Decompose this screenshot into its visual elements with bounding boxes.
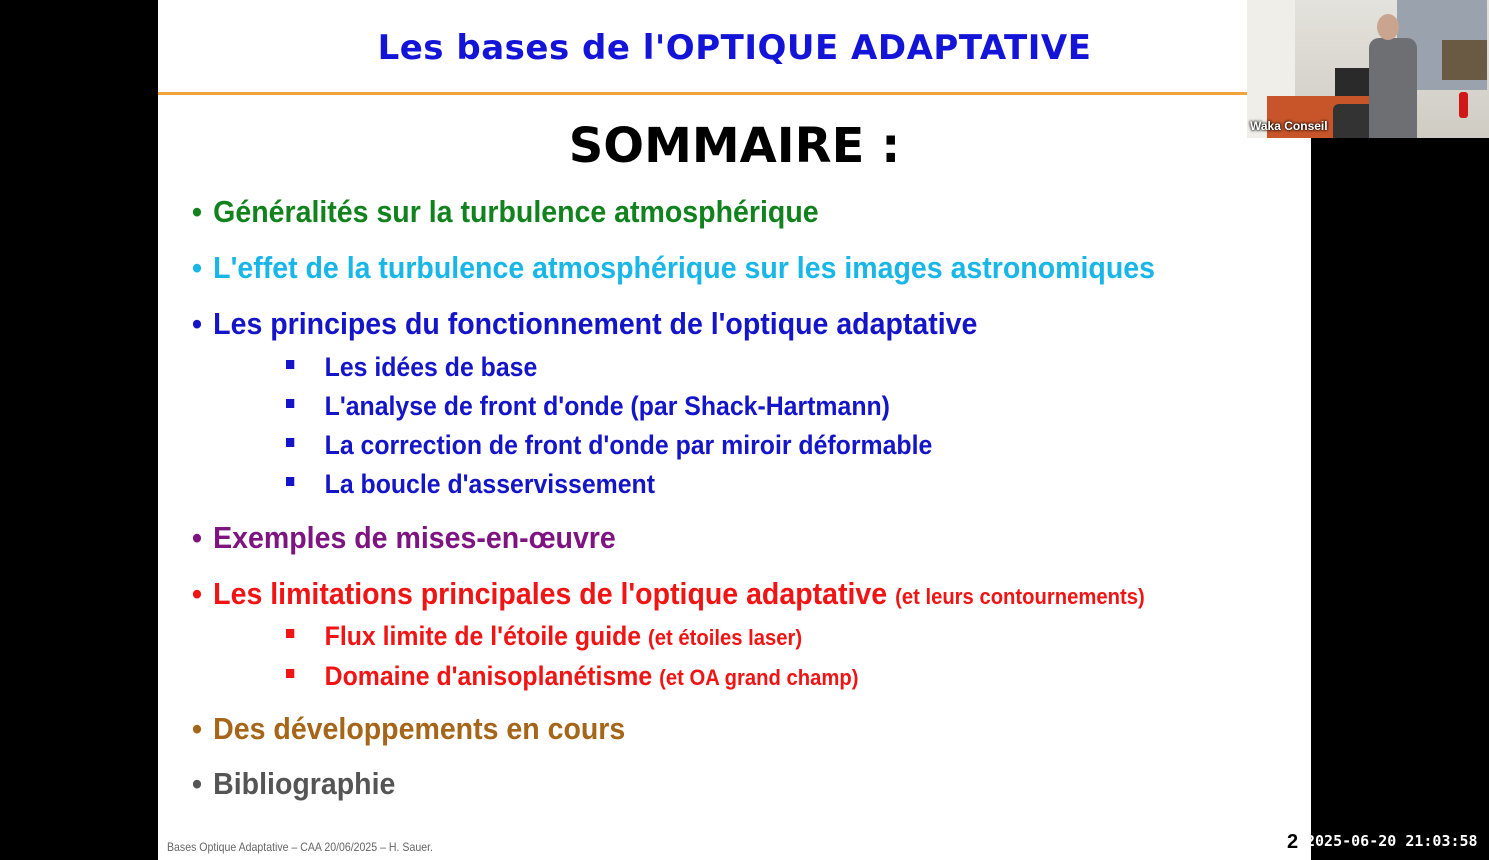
presentation-slide	[158, 0, 1311, 860]
bullet-icon: •	[192, 194, 202, 229]
bullet-icon: •	[192, 766, 202, 801]
outline-item-3	[192, 306, 977, 342]
video-person-head	[1377, 14, 1399, 40]
outline-subitem	[286, 469, 655, 500]
participant-name-label: Waka Conseil	[1250, 119, 1328, 133]
square-bullet-icon	[286, 438, 294, 447]
bullet-icon: •	[192, 250, 202, 285]
video-extinguisher	[1459, 92, 1468, 118]
outline-subitem-text: L'analyse de front d'onde (par Shack-Hartmann)	[324, 391, 890, 421]
outline-item-text: Généralités sur la turbulence atmosphérique	[213, 194, 819, 229]
square-bullet-icon	[286, 669, 294, 678]
video-board	[1442, 40, 1487, 80]
square-bullet-icon	[286, 629, 294, 638]
bullet-icon: •	[192, 306, 202, 341]
outline-item-5	[192, 576, 1145, 612]
slide-heading: SOMMAIRE :	[568, 118, 901, 174]
outline-item-2	[192, 250, 1155, 286]
outline-item-6	[192, 711, 625, 747]
outline-item-7	[192, 766, 395, 802]
recording-timestamp: 2025-06-20 21:03:58	[1306, 832, 1478, 850]
outline-subitem-text: La boucle d'asservissement	[324, 469, 656, 499]
outline-subitem	[286, 391, 890, 422]
outline-subitem	[286, 661, 859, 692]
outline-item-text: L'effet de la turbulence atmosphérique sur les images astronomiques	[213, 250, 1156, 285]
outline-item-1	[192, 194, 819, 230]
outline-item-text: Exemples de mises-en-œuvre	[213, 520, 616, 555]
participant-video-tile[interactable]	[1247, 0, 1489, 138]
outline-item-text: Des développements en cours	[213, 711, 626, 746]
title-divider	[158, 92, 1311, 95]
outline-subitem-text: Flux limite de l'étoile guide	[324, 621, 642, 651]
outline-item-note: (et leurs contournements)	[895, 584, 1145, 609]
square-bullet-icon	[286, 360, 294, 369]
outline-subitem-note: (et OA grand champ)	[659, 665, 859, 690]
bullet-icon: •	[192, 711, 202, 746]
bullet-icon: •	[192, 520, 202, 555]
outline-item-text: Bibliographie	[213, 766, 396, 801]
outline-item-4	[192, 520, 616, 556]
outline-subitem-text: Domaine d'anisoplanétisme	[324, 661, 653, 691]
outline-subitem	[286, 352, 537, 383]
video-person-body	[1369, 38, 1417, 138]
square-bullet-icon	[286, 399, 294, 408]
outline-item-text: Les limitations principales de l'optique adaptative	[213, 576, 888, 611]
slide-title: Les bases de l'OPTIQUE ADAPTATIVE	[377, 28, 1092, 68]
outline-subitem	[286, 430, 932, 461]
video-monitor	[1335, 68, 1371, 96]
outline-item-text: Les principes du fonctionnement de l'optique adaptative	[213, 306, 978, 341]
slide-page-number: 2	[1287, 831, 1299, 853]
outline-subitem-text: La correction de front d'onde par miroir déformable	[324, 430, 933, 460]
outline-subitem-note: (et étoiles laser)	[648, 625, 803, 650]
bullet-icon: •	[192, 576, 202, 611]
outline-subitem-text: Les idées de base	[324, 352, 538, 382]
slide-footer: Bases Optique Adaptative – CAA 20/06/2025 – H. Sauer.	[167, 840, 433, 854]
square-bullet-icon	[286, 477, 294, 486]
outline-subitem	[286, 621, 802, 652]
